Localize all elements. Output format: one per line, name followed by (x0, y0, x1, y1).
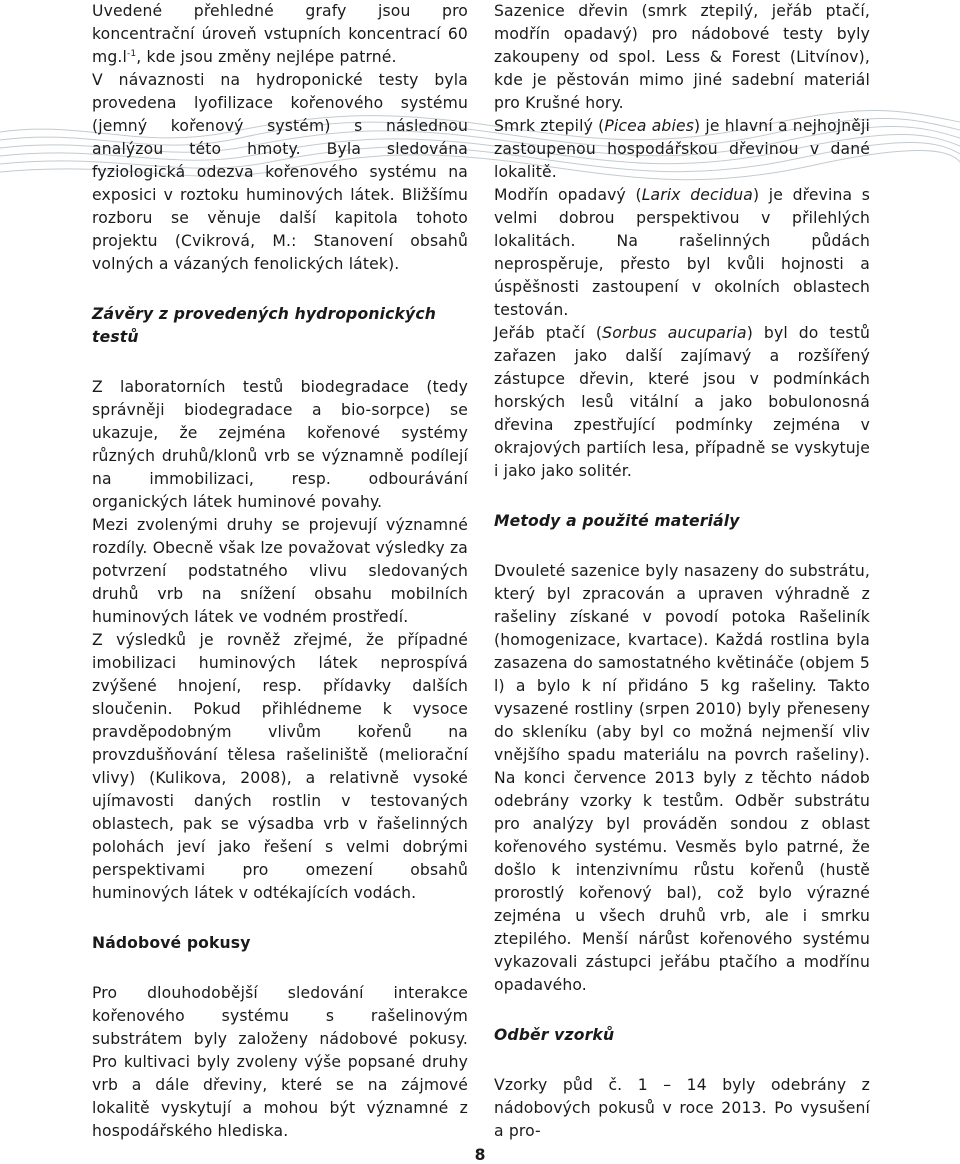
latin-name: Sorbus aucuparia (602, 324, 747, 342)
superscript: -1 (126, 49, 137, 59)
text: Jeřáb ptačí ( (494, 324, 603, 342)
text: , kde jsou změny nejlépe patrné. (136, 48, 397, 66)
text: ) byl do testů zařazen jako další zajímavý a rozšířený zástupce dřevin, které jsou v podmínkách horských lesů vitální a jako bobulonosná dřevina zpestřující podmínky zejména v okrajových partiích lesa, případně se vyskytuje i jako jako solitér. (494, 324, 870, 480)
paragraph: Mezi zvolenými druhy se projevují významné rozdíly. Obecně však lze považovat výsledky za potvrzení podstatného vlivu sledovaných druhů vrb na snížení obsahu mobilních huminových látek ve vodném prostředí. (92, 516, 468, 626)
left-column (92, 0, 468, 1143)
latin-name: Picea abies (604, 117, 694, 135)
section-heading: Závěry z provedených hydroponických testů (92, 305, 436, 346)
paragraph (92, 0, 468, 69)
paragraph: Dvouleté sazenice byly nasazeny do substrátu, který byl zpracován a upraven výhradně z rašeliny získané v povodí potoka Rašeliník (homogenizace, kvartace). Každá rostlina byla zasazena do samostatného květináče (objem 5 l) a bylo k ní přidáno 5 kg rašeliny. Takto vysazené rostliny (srpen 2010) byly přeneseny do skleníku (aby byl co možná nejmenší vliv vnějšího spadu materiálu na povrch rašeliny). Na konci července 2013 byly z těchto nádob odebrány vzorky k testům. Odběr substrátu pro analýzy byl prováděn sondou z oblast kořenového systému. Vesměs bylo patrné, že došlo k intenzivnímu růstu kořenů (hustě prorostlý kořenový bal), což bylo výrazné zejména u všech druhů vrb, ale i smrku ztepilého. Menší nárůst kořenového systému vykazovali zástupci jeřábu ptačího a modřínu opadavého. (494, 562, 870, 994)
right-column (494, 0, 870, 1143)
paragraph: Z laboratorních testů biodegradace (tedy správněji biodegradace a bio-sorpce) se ukazuje, že zejména kořenové systémy různých druhů/klonů vrb se významně podílejí na immobilizaci, resp. odbourávání organických látek huminové povahy. (92, 378, 468, 511)
text: ) je hlavní a nejhojněji zastoupenou hospodářskou dřevinou v dané lokalitě. (494, 117, 871, 181)
text: Modřín opadavý ( (494, 186, 642, 204)
text: ) je dřevina s velmi dobrou perspektivou v přilehlých lokalitách. Na rašelinných půdách neprospěruje, přesto byl kvůli hojnosti a úspěšnosti zastoupení v okolních oblastech testován. (494, 186, 871, 319)
section-heading: Nádobové pokusy (92, 934, 251, 952)
paragraph: Z výsledků je rovněž zřejmé, že případné imobilizaci huminových látek neprospívá zvýšené hnojení, resp. přídavky dalších sloučenin. Pokud přihlédneme k vysoce pravděpodobným vlivům kořenů na provzdušňování tělesa rašeliniště (meliorační vlivy) (Kulikova, 2008), a relativně vysoké ujímavosti daných rostlin v testovaných oblastech, pak se výsadba vrb v řašelinných polohách jeví jako řešení s velmi dobrými perspektivami pro omezení obsahů huminových látek v odtékajících vodách. (92, 631, 468, 902)
section-heading: Odběr vzorků (494, 1026, 615, 1044)
paragraph: Sazenice dřevin (smrk ztepilý, jeřáb ptačí, modřín opadavý) pro nádobové testy byly zakoupeny od spol. Less & Forest (Litvínov), kde je pěstován mimo jiné sadební materiál pro Krušné hory. (494, 2, 870, 112)
text: Uvedené přehledné grafy jsou pro koncentrační úroveň vstupních koncentrací 60 mg.l (92, 2, 468, 66)
text: Smrk ztepilý ( (494, 117, 605, 135)
paragraph (494, 322, 870, 483)
paragraph: Vzorky půd č. 1 – 14 byly odebrány z nádobových pokusů v roce 2013. Po vysušení a pro- (494, 1076, 870, 1140)
paragraph: Pro dlouhodobější sledování interakce kořenového systému s rašelinovým substrátem byly založeny nádobové pokusy. Pro kultivaci byly zvoleny výše popsané druhy vrb a dále dřeviny, které se na zájmové lokalitě vyskytují a mohou být významné z hospodářského hlediska. (92, 984, 468, 1140)
section-heading: Metody a použité materiály (494, 512, 740, 530)
paragraph: V návaznosti na hydroponické testy byla provedena lyofilizace kořenového systému (jemný kořenový systém) s následnou analýzou této hmoty. Byla sledována fyziologická odezva kořenového systému na exposici v roztoku huminových látek. Bližšímu rozboru se věnuje další kapitola tohoto projektu (Cvikrová, M.: Stanovení obsahů volných a vázaných fenolických látek). (92, 71, 468, 273)
paragraph (494, 115, 870, 184)
latin-name: Larix decidua (641, 186, 754, 204)
page-number: 8 (474, 1146, 486, 1164)
paragraph (494, 184, 870, 322)
